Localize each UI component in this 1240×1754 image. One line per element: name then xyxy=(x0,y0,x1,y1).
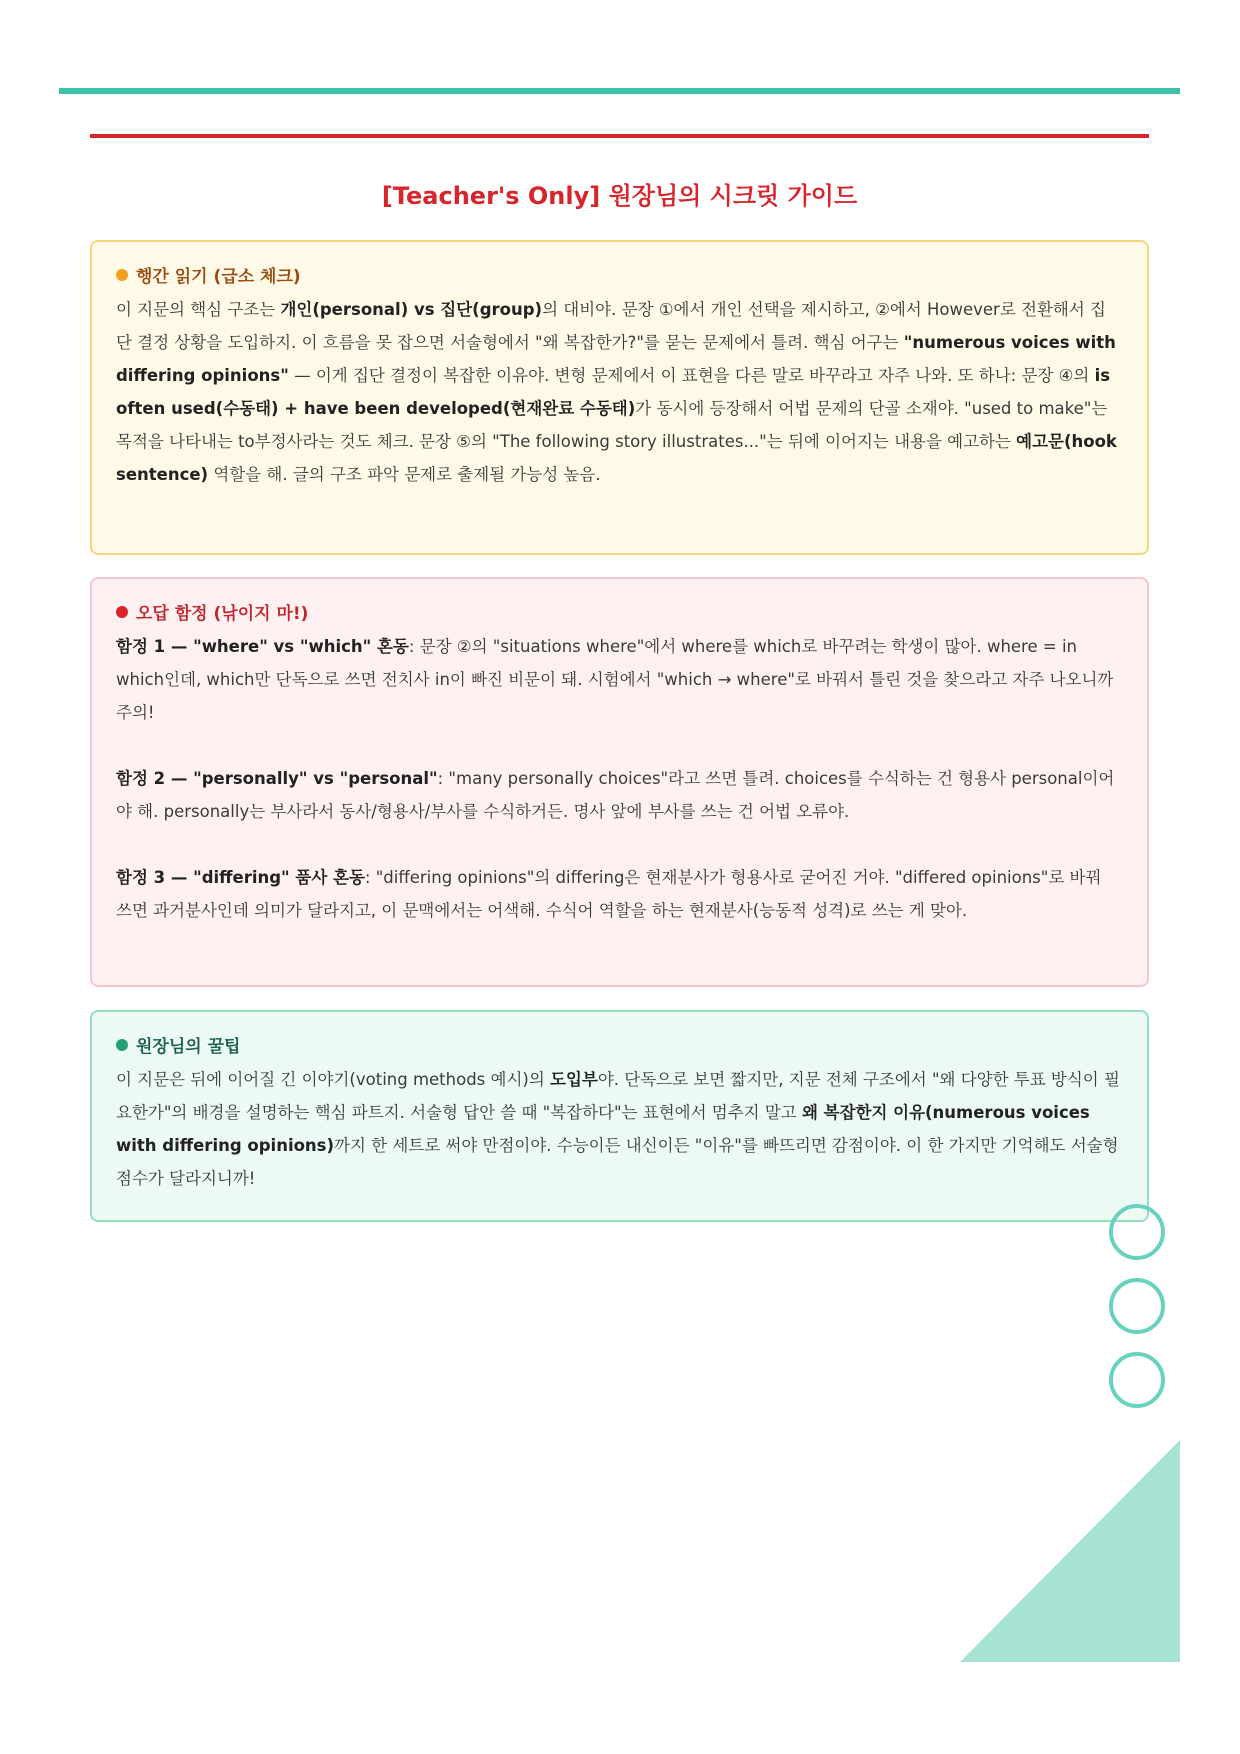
reading-between-lines-box xyxy=(90,240,1149,555)
reading-box-paragraph xyxy=(116,293,1121,491)
reading-text-4: 가 동시에 등장해서 어법 문제의 단골 소재야. "used to make"는 목적을 나타내는 to부정사라는 것도 체크. 문장 ⑤의 "The following story illustrates..."는 뒤에 이어지는 내용을 예고하는 xyxy=(116,399,1108,451)
reading-emphasis-2: "numerous voices with differing opinions" xyxy=(116,333,1116,385)
trap-title: 함정 3 — "differing" 품사 혼동 xyxy=(116,868,365,887)
top-accent-rule xyxy=(59,88,1180,94)
tips-text-2: 야. 단독으로 보면 짧지만, 지문 전체 구조에서 "왜 다양한 투표 방식이 필요한가"의 배경을 설명하는 핵심 파트지. 서술형 답안 쓸 때 "복잡하다"는 표현에서 멈추지 말고 xyxy=(116,1070,1120,1122)
decorative-ring-icon xyxy=(1109,1204,1165,1260)
tips-text-3: 까지 한 세트로 써야 만점이야. 수능이든 내신이든 "이유"를 빠뜨리면 감점이야. 이 한 가지만 기억해도 서술형 점수가 달라지니까! xyxy=(116,1136,1119,1188)
trap-title: 함정 1 — "where" vs "which" 혼동 xyxy=(116,637,409,656)
reading-text-3: — 이게 집단 결정이 복잡한 이유야. 변형 문제에서 이 표현을 다른 말로 바꾸라고 자주 나와. 또 하나: 문장 ④의 xyxy=(288,366,1095,385)
reading-box-heading xyxy=(116,262,1121,287)
bullet-dot-icon xyxy=(116,606,128,618)
tips-box-heading-text: 원장님의 꿀팁 xyxy=(136,1037,241,1057)
trap-body: : "differing opinions"의 differing은 현재분사가 형용사로 굳어진 거야. "differed opinions"로 바꿔 쓰면 과거분사인데 의미가 달라지고, 이 문맥에서는 어색해. 수식어 역할을 하는 현재분사(능동적 성격)로 쓰는 게 맞아. xyxy=(116,868,1102,920)
reading-emphasis-3: is often used(수동태) + have been developed(현재완료 수동태) xyxy=(116,366,1111,418)
decorative-corner-triangle xyxy=(960,1440,1180,1662)
tips-box-paragraph xyxy=(116,1063,1121,1195)
bullet-dot-icon xyxy=(116,1039,128,1051)
trap-title: 함정 2 — "personally" vs "personal" xyxy=(116,769,438,788)
decorative-ring-icon xyxy=(1109,1352,1165,1408)
trap-item-2 xyxy=(116,762,1121,828)
reading-emphasis-4: 예고문(hook sentence) xyxy=(116,432,1117,484)
reading-text-1: 이 지문의 핵심 구조는 xyxy=(116,300,281,319)
tips-emphasis-2: 왜 복잡한지 이유(numerous voices with differing opinions) xyxy=(116,1103,1090,1155)
reading-text-2: 의 대비야. 문장 ①에서 개인 선택을 제시하고, ②에서 However로 전환해서 집단 결정 상황을 도입하지. 이 흐름을 못 잡으면 서술형에서 "왜 복잡한가?"를 묻는 문제에서 틀려. 핵심 어구는 xyxy=(116,300,1106,352)
traps-box-heading xyxy=(116,599,1121,624)
tips-text-1: 이 지문은 뒤에 이어질 긴 이야기(voting methods 예시)의 xyxy=(116,1070,551,1089)
wrong-answer-traps-box xyxy=(90,577,1149,987)
reading-emphasis-1: 개인(personal) vs 집단(group) xyxy=(280,300,543,319)
reading-box-heading-text: 행간 읽기 (급소 체크) xyxy=(136,267,301,287)
trap-item-3 xyxy=(116,861,1121,927)
reading-text-5: 역할을 해. 글의 구조 파악 문제로 출제될 가능성 높음. xyxy=(208,465,601,484)
trap-body: : "many personally choices"라고 쓰면 틀려. choices를 수식하는 건 형용사 personal이어야 해. personally는 부사라서 동사/형용사/부사를 수식하거든. 명사 앞에 부사를 쓰는 건 어법 오류야. xyxy=(116,769,1115,821)
traps-box-heading-text: 오답 함정 (낚이지 마!) xyxy=(136,604,309,624)
trap-body: : 문장 ②의 "situations where"에서 where를 which로 바꾸려는 학생이 많아. where = in which인데, which만 단독으로 쓰면 전치사 in이 빠진 비문이 돼. 시험에서 "which → where"로 바꿔서 틀린 것을 찾으라고 자주 나오니까 주의! xyxy=(116,637,1114,722)
principal-tips-box xyxy=(90,1010,1149,1222)
decorative-ring-icon xyxy=(1109,1278,1165,1334)
page-title: [Teacher's Only] 원장님의 시크릿 가이드 xyxy=(381,182,858,210)
tips-box-heading xyxy=(116,1032,1121,1057)
bullet-dot-icon xyxy=(116,269,128,281)
title-divider-rule xyxy=(90,134,1149,138)
tips-emphasis-1: 도입부 xyxy=(550,1070,598,1089)
trap-item-1 xyxy=(116,630,1121,729)
